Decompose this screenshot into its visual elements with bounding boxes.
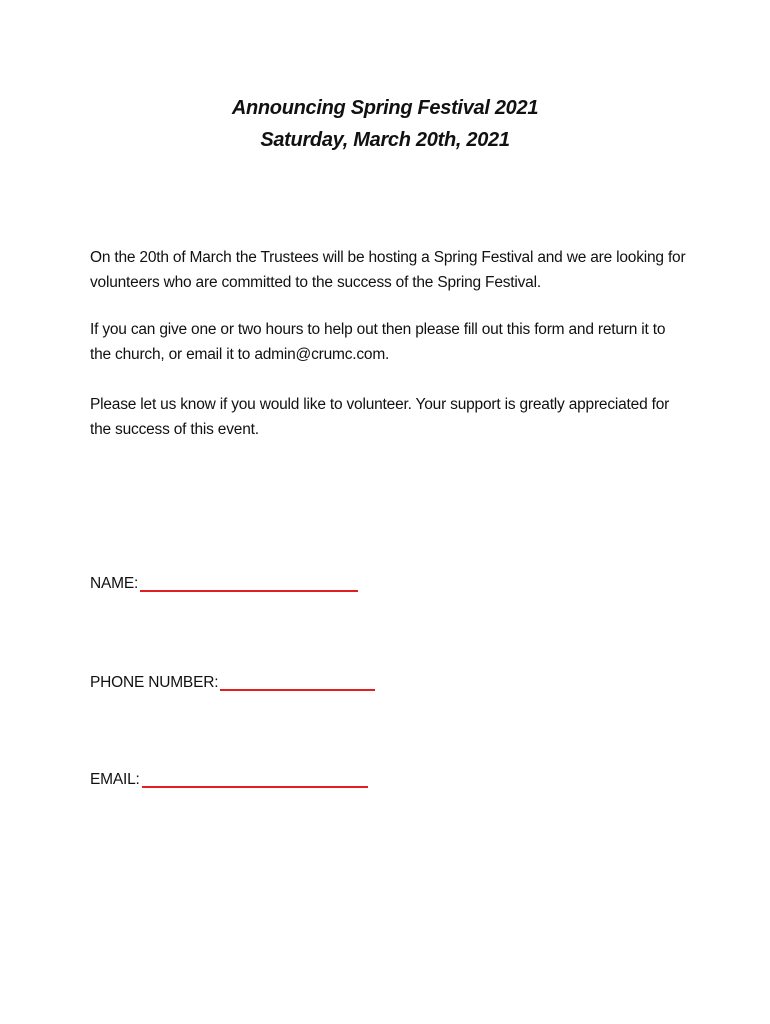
intro-paragraph: On the 20th of March the Trustees will be hosting a Spring Festival and we are looking for volunteers who are committed to the success of the Spring Festival. (90, 249, 686, 291)
instructions-paragraph: If you can give one or two hours to help out then please fill out this form and return it to the church, or email it to admin@crumc.com. (90, 321, 666, 363)
name-field[interactable] (140, 572, 358, 592)
email-field-row (90, 768, 368, 791)
appreciation-paragraph: Please let us know if you would like to volunteer. Your support is greatly appreciated for the success of this event. (90, 396, 670, 438)
email-label: EMAIL: (90, 771, 140, 788)
document-header (0, 92, 770, 156)
phone-label: PHONE NUMBER: (90, 674, 219, 691)
document-title: Announcing Spring Festival 2021 (231, 97, 539, 119)
document-subtitle: Saturday, March 20th, 2021 (260, 129, 510, 151)
email-field[interactable] (142, 768, 368, 788)
phone-field[interactable] (220, 671, 375, 691)
phone-field-row (90, 671, 375, 694)
name-field-row (90, 572, 358, 595)
name-label: NAME: (90, 575, 139, 592)
